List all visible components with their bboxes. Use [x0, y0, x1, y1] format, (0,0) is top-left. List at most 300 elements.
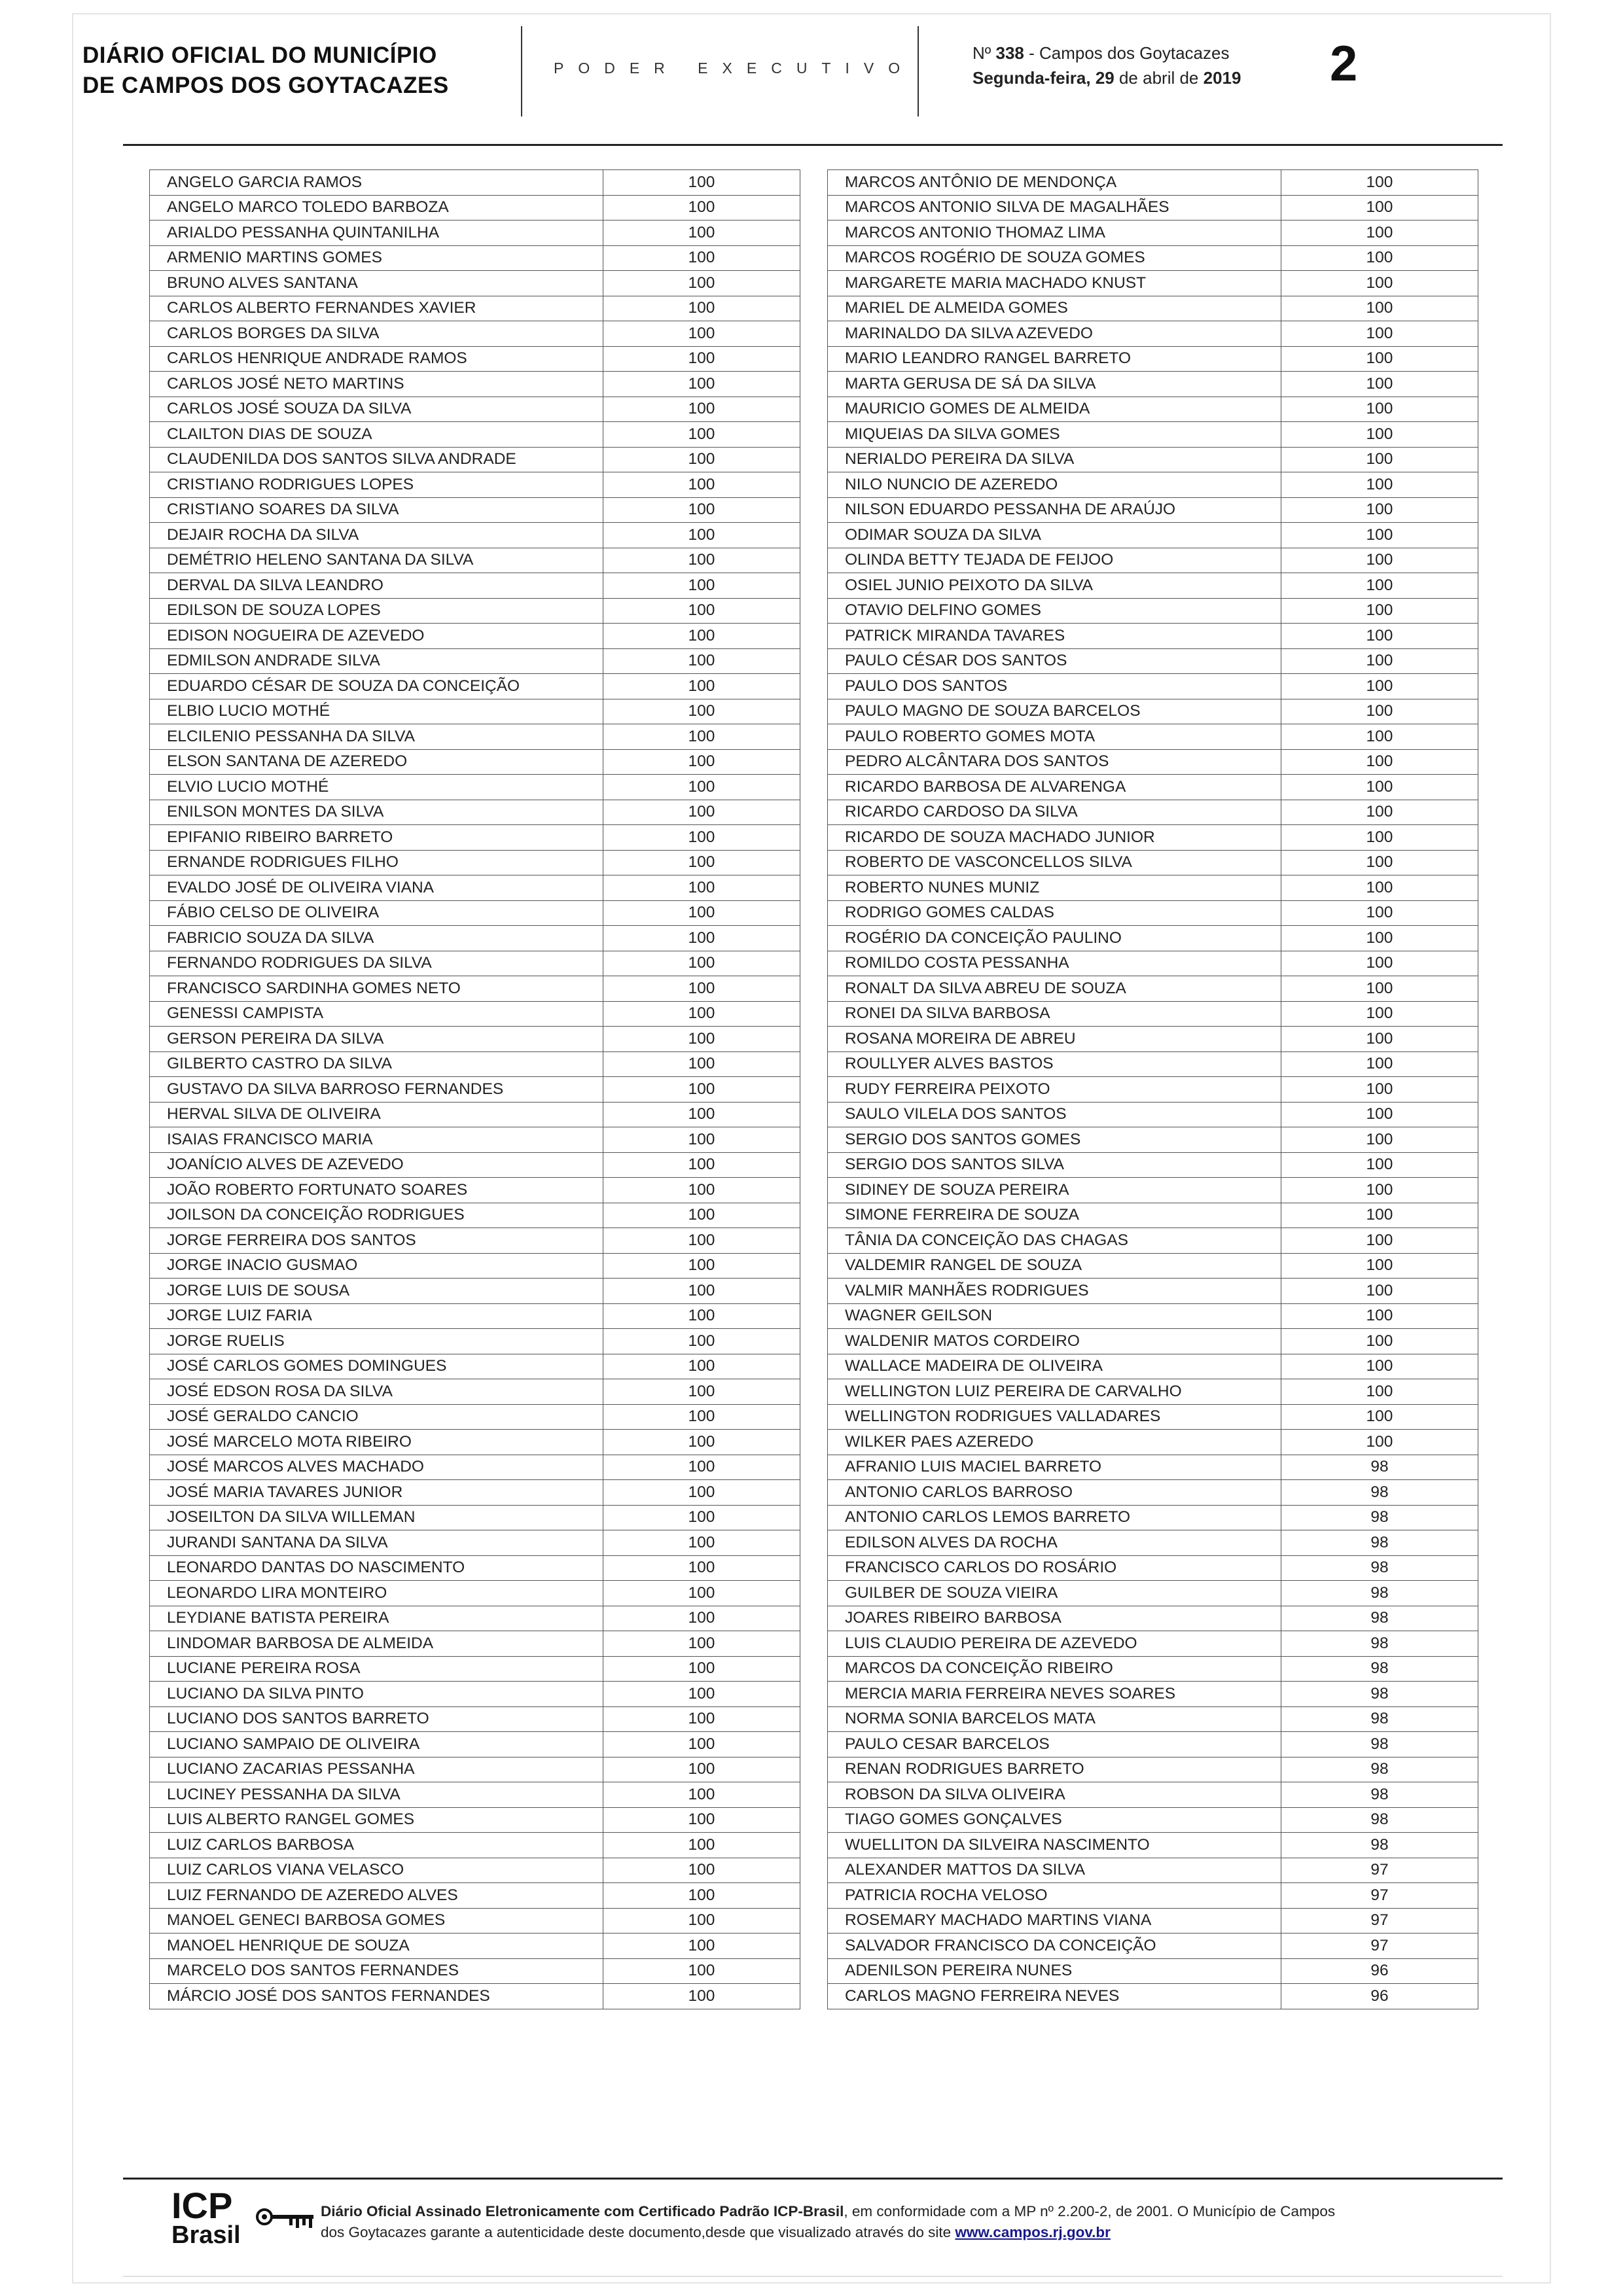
table-row	[828, 648, 1478, 674]
candidate-name: GERSON PEREIRA DA SILVA	[150, 1027, 603, 1052]
candidate-score: 100	[603, 422, 800, 448]
candidate-name: FÁBIO CELSO DE OLIVEIRA	[150, 900, 603, 926]
candidate-name: SERGIO DOS SANTOS GOMES	[828, 1127, 1281, 1153]
candidate-score: 100	[1281, 1303, 1478, 1329]
table-row	[828, 1430, 1478, 1455]
table-row	[828, 1379, 1478, 1405]
table-row	[150, 800, 800, 825]
table-row	[828, 1555, 1478, 1581]
table-row	[150, 1253, 800, 1279]
candidate-score: 100	[1281, 1077, 1478, 1103]
table-row	[828, 447, 1478, 472]
table-row	[150, 397, 800, 422]
candidate-score: 100	[1281, 1430, 1478, 1455]
candidate-name: MIQUEIAS DA SILVA GOMES	[828, 422, 1281, 448]
table-row	[828, 699, 1478, 724]
candidate-name: ANGELO GARCIA RAMOS	[150, 170, 603, 196]
candidate-score: 97	[1281, 1883, 1478, 1909]
candidate-score: 100	[1281, 1329, 1478, 1354]
candidate-score: 100	[603, 296, 800, 321]
table-row	[828, 1354, 1478, 1379]
candidate-name: NORMA SONIA BARCELOS MATA	[828, 1706, 1281, 1732]
candidate-score: 100	[1281, 875, 1478, 901]
candidate-name: RODRIGO GOMES CALDAS	[828, 900, 1281, 926]
candidate-name: JOARES RIBEIRO BARBOSA	[828, 1606, 1281, 1631]
newspaper-title	[82, 41, 449, 101]
candidate-score: 100	[1281, 1027, 1478, 1052]
candidate-score: 100	[603, 1329, 800, 1354]
candidate-score: 100	[1281, 1354, 1478, 1379]
candidate-score: 100	[603, 245, 800, 271]
candidate-name: CLAUDENILDA DOS SANTOS SILVA ANDRADE	[150, 447, 603, 472]
candidate-score: 100	[1281, 1228, 1478, 1254]
candidate-name: ODIMAR SOUZA DA SILVA	[828, 523, 1281, 548]
candidate-name: SAULO VILELA DOS SANTOS	[828, 1102, 1281, 1127]
candidate-score: 100	[603, 1908, 800, 1934]
candidate-name: VALDEMIR RANGEL DE SOUZA	[828, 1253, 1281, 1279]
candidate-name: ROMILDO COSTA PESSANHA	[828, 951, 1281, 976]
candidate-name: JURANDI SANTANA DA SILVA	[150, 1530, 603, 1556]
candidate-score: 100	[603, 523, 800, 548]
candidate-score: 97	[1281, 1908, 1478, 1934]
table-row	[828, 271, 1478, 296]
candidate-score: 100	[603, 1682, 800, 1707]
candidate-name: OLINDA BETTY TEJADA DE FEIJOO	[828, 548, 1281, 573]
candidate-name: MARIEL DE ALMEIDA GOMES	[828, 296, 1281, 321]
candidate-name: GENESSI CAMPISTA	[150, 1001, 603, 1027]
table-row	[150, 1984, 800, 2009]
table-row	[828, 245, 1478, 271]
candidate-score: 100	[1281, 472, 1478, 498]
candidate-name: ENILSON MONTES DA SILVA	[150, 800, 603, 825]
candidate-score: 100	[1281, 951, 1478, 976]
table-row	[150, 1077, 800, 1103]
table-row	[150, 875, 800, 901]
candidate-score: 100	[603, 1203, 800, 1228]
candidate-name: TÂNIA DA CONCEIÇÃO DAS CHAGAS	[828, 1228, 1281, 1254]
candidate-name: GUSTAVO DA SILVA BARROSO FERNANDES	[150, 1077, 603, 1103]
candidate-score: 100	[603, 1404, 800, 1430]
table-row	[828, 397, 1478, 422]
candidate-score: 96	[1281, 1958, 1478, 1984]
candidate-score: 100	[1281, 221, 1478, 246]
table-row	[150, 1958, 800, 1984]
candidate-name: MANOEL GENECI BARBOSA GOMES	[150, 1908, 603, 1934]
candidate-name: RENAN RODRIGUES BARRETO	[828, 1757, 1281, 1782]
candidate-score: 100	[603, 1379, 800, 1405]
candidate-name: JOSÉ CARLOS GOMES DOMINGUES	[150, 1354, 603, 1379]
candidate-score: 100	[1281, 699, 1478, 724]
candidate-name: ROULLYER ALVES BASTOS	[828, 1051, 1281, 1077]
table-row	[828, 1934, 1478, 1959]
candidate-name: RONALT DA SILVA ABREU DE SOUZA	[828, 976, 1281, 1002]
candidate-score: 100	[603, 1102, 800, 1127]
candidate-name: WALDENIR MATOS CORDEIRO	[828, 1329, 1281, 1354]
candidate-name: PAULO DOS SANTOS	[828, 674, 1281, 699]
candidate-name: MARCOS DA CONCEIÇÃO RIBEIRO	[828, 1656, 1281, 1682]
candidate-name: ELCILENIO PESSANHA DA SILVA	[150, 724, 603, 750]
table-row	[150, 1934, 800, 1959]
table-row	[828, 1631, 1478, 1657]
table-row	[150, 1027, 800, 1052]
candidate-name: PATRICIA ROCHA VELOSO	[828, 1883, 1281, 1909]
table-row	[150, 1430, 800, 1455]
candidate-score: 100	[603, 900, 800, 926]
table-row	[150, 321, 800, 347]
candidate-name: FERNANDO RODRIGUES DA SILVA	[150, 951, 603, 976]
table-row	[150, 1706, 800, 1732]
table-row	[150, 674, 800, 699]
candidate-score: 100	[603, 976, 800, 1002]
candidate-score: 100	[603, 1958, 800, 1984]
table-row	[828, 1606, 1478, 1631]
candidate-name: MARTA GERUSA DE SÁ DA SILVA	[828, 372, 1281, 397]
candidate-score: 100	[603, 1354, 800, 1379]
candidate-score: 100	[1281, 1051, 1478, 1077]
scores-table-left	[149, 169, 800, 2009]
candidate-name: MARCOS ANTONIO SILVA DE MAGALHÃES	[828, 195, 1281, 221]
table-row	[150, 221, 800, 246]
candidate-score: 98	[1281, 1682, 1478, 1707]
table-row	[828, 1329, 1478, 1354]
candidate-name: PATRICK MIRANDA TAVARES	[828, 624, 1281, 649]
candidate-score: 100	[603, 1027, 800, 1052]
candidate-name: SIMONE FERREIRA DE SOUZA	[828, 1203, 1281, 1228]
footer-certification-text: Diário Oficial Assinado Eletronicamente com Certificado Padrão ICP-Brasil, em conformidade com a MP nº 2.200-2, de 2001. O Município de Campos dos Goytacazes garante a autenticidade deste documento,desde que visualizado através do site www.campos.rj.gov.br	[321, 2203, 1336, 2240]
table-row	[150, 548, 800, 573]
candidate-score: 98	[1281, 1606, 1478, 1631]
candidate-score: 100	[603, 497, 800, 523]
table-row	[828, 749, 1478, 775]
scores-table-right	[827, 169, 1478, 2009]
candidate-name: ELBIO LUCIO MOTHÉ	[150, 699, 603, 724]
candidate-name: DERVAL DA SILVA LEANDRO	[150, 573, 603, 599]
candidate-score: 100	[603, 1807, 800, 1833]
candidate-score: 100	[1281, 1203, 1478, 1228]
candidate-score: 100	[1281, 800, 1478, 825]
candidate-name: EDILSON DE SOUZA LOPES	[150, 598, 603, 624]
candidate-name: JOSÉ MARCELO MOTA RIBEIRO	[150, 1430, 603, 1455]
candidate-score: 100	[603, 624, 800, 649]
table-row	[150, 900, 800, 926]
table-row	[828, 1051, 1478, 1077]
candidate-score: 100	[1281, 1279, 1478, 1304]
table-row	[828, 1303, 1478, 1329]
candidate-name: MARINALDO DA SILVA AZEVEDO	[828, 321, 1281, 347]
candidate-score: 100	[603, 1430, 800, 1455]
campos-website-link[interactable]: www.campos.rj.gov.br	[955, 2224, 1111, 2240]
table-row	[150, 1354, 800, 1379]
footer-rule	[123, 2178, 1503, 2180]
candidate-name: OSIEL JUNIO PEIXOTO DA SILVA	[828, 573, 1281, 599]
table-row	[150, 1279, 800, 1304]
candidate-score: 98	[1281, 1480, 1478, 1506]
candidate-score: 100	[1281, 926, 1478, 951]
table-row	[150, 195, 800, 221]
table-row	[150, 573, 800, 599]
table-row	[828, 1984, 1478, 2009]
table-row	[828, 1480, 1478, 1506]
candidate-name: SERGIO DOS SANTOS SILVA	[828, 1152, 1281, 1178]
table-row	[828, 472, 1478, 498]
candidate-score: 98	[1281, 1581, 1478, 1606]
candidate-name: ISAIAS FRANCISCO MARIA	[150, 1127, 603, 1153]
candidate-score: 100	[1281, 1253, 1478, 1279]
table-row	[828, 346, 1478, 372]
page-bottom-rule	[123, 2276, 1503, 2277]
table-row	[150, 346, 800, 372]
candidate-name: CARLOS BORGES DA SILVA	[150, 321, 603, 347]
candidate-name: CARLOS MAGNO FERREIRA NEVES	[828, 1984, 1281, 2009]
candidate-score: 100	[1281, 775, 1478, 800]
table-row	[828, 1883, 1478, 1909]
table-row	[150, 699, 800, 724]
candidate-name: PAULO CESAR BARCELOS	[828, 1732, 1281, 1757]
candidate-score: 100	[603, 724, 800, 750]
table-row	[150, 1051, 800, 1077]
table-row	[150, 1807, 800, 1833]
table-row	[150, 1505, 800, 1530]
candidate-name: ROSANA MOREIRA DE ABREU	[828, 1027, 1281, 1052]
table-row	[150, 447, 800, 472]
table-row	[150, 951, 800, 976]
candidate-name: ERNANDE RODRIGUES FILHO	[150, 850, 603, 875]
candidate-score: 100	[603, 1228, 800, 1254]
candidate-name: ALEXANDER MATTOS DA SILVA	[828, 1858, 1281, 1883]
page-number: 2	[1330, 36, 1358, 92]
table-row	[150, 1404, 800, 1430]
candidate-score: 100	[1281, 850, 1478, 875]
candidate-name: ARMENIO MARTINS GOMES	[150, 245, 603, 271]
candidate-score: 100	[1281, 1152, 1478, 1178]
candidate-score: 98	[1281, 1732, 1478, 1757]
candidate-score: 100	[1281, 346, 1478, 372]
table-row	[150, 170, 800, 196]
candidate-score: 100	[1281, 825, 1478, 851]
table-row	[828, 170, 1478, 196]
candidate-name: PAULO CÉSAR DOS SANTOS	[828, 648, 1281, 674]
table-row	[828, 1001, 1478, 1027]
candidate-name: ANTONIO CARLOS LEMOS BARRETO	[828, 1505, 1281, 1530]
table-row	[150, 775, 800, 800]
candidate-name: LUCIANE PEREIRA ROSA	[150, 1656, 603, 1682]
candidate-score: 100	[1281, 1127, 1478, 1153]
table-row	[828, 1505, 1478, 1530]
candidate-name: ARIALDO PESSANHA QUINTANILHA	[150, 221, 603, 246]
candidate-score: 98	[1281, 1807, 1478, 1833]
candidate-score: 100	[1281, 372, 1478, 397]
candidate-score: 100	[603, 548, 800, 573]
candidate-name: LUCIANO ZACARIAS PESSANHA	[150, 1757, 603, 1782]
candidate-name: PEDRO ALCÂNTARA DOS SANTOS	[828, 749, 1281, 775]
candidate-score: 100	[1281, 1102, 1478, 1127]
table-row	[828, 1253, 1478, 1279]
table-row	[828, 1581, 1478, 1606]
candidate-name: RICARDO CARDOSO DA SILVA	[828, 800, 1281, 825]
icp-brasil-logo: ICP Brasil	[171, 2185, 241, 2249]
candidate-name: OTAVIO DELFINO GOMES	[828, 598, 1281, 624]
candidate-name: JOANÍCIO ALVES DE AZEVEDO	[150, 1152, 603, 1178]
candidate-name: JOILSON DA CONCEIÇÃO RODRIGUES	[150, 1203, 603, 1228]
candidate-score: 100	[1281, 170, 1478, 196]
table-row	[828, 875, 1478, 901]
table-row	[150, 825, 800, 851]
table-row	[828, 548, 1478, 573]
key-icon	[255, 2204, 318, 2236]
candidate-name: GUILBER DE SOUZA VIEIRA	[828, 1581, 1281, 1606]
candidate-score: 100	[1281, 321, 1478, 347]
candidate-name: JORGE LUIZ FARIA	[150, 1303, 603, 1329]
candidate-score: 100	[603, 397, 800, 422]
candidate-score: 100	[603, 775, 800, 800]
table-row	[828, 825, 1478, 851]
table-row	[150, 1732, 800, 1757]
candidate-score: 100	[603, 1505, 800, 1530]
candidate-name: MARCOS ROGÉRIO DE SOUZA GOMES	[828, 245, 1281, 271]
table-row	[150, 749, 800, 775]
candidate-name: BRUNO ALVES SANTANA	[150, 271, 603, 296]
candidate-name: FRANCISCO CARLOS DO ROSÁRIO	[828, 1555, 1281, 1581]
candidate-score: 98	[1281, 1505, 1478, 1530]
candidate-score: 100	[603, 372, 800, 397]
candidate-name: ROGÉRIO DA CONCEIÇÃO PAULINO	[828, 926, 1281, 951]
table-row	[150, 1631, 800, 1657]
table-row	[828, 1178, 1478, 1203]
table-row	[150, 497, 800, 523]
candidate-score: 98	[1281, 1782, 1478, 1808]
candidate-score: 100	[1281, 900, 1478, 926]
candidate-name: RUDY FERREIRA PEIXOTO	[828, 1077, 1281, 1103]
candidate-name: LEONARDO DANTAS DO NASCIMENTO	[150, 1555, 603, 1581]
candidate-name: JORGE LUIS DE SOUSA	[150, 1279, 603, 1304]
candidate-name: FABRICIO SOUZA DA SILVA	[150, 926, 603, 951]
table-row	[150, 1757, 800, 1782]
candidate-score: 100	[603, 221, 800, 246]
table-row	[150, 1555, 800, 1581]
title-line-2: DE CAMPOS DOS GOYTACAZES	[82, 73, 449, 98]
candidate-score: 100	[603, 472, 800, 498]
candidate-name: ADENILSON PEREIRA NUNES	[828, 1958, 1281, 1984]
candidate-name: JORGE FERREIRA DOS SANTOS	[150, 1228, 603, 1254]
candidate-score: 100	[1281, 749, 1478, 775]
table-row	[150, 976, 800, 1002]
candidate-score: 100	[603, 699, 800, 724]
candidate-score: 100	[1281, 573, 1478, 599]
table-row	[828, 1958, 1478, 1984]
candidate-score: 100	[603, 1782, 800, 1808]
candidate-score: 100	[603, 1127, 800, 1153]
candidate-score: 100	[1281, 648, 1478, 674]
candidate-name: ELVIO LUCIO MOTHÉ	[150, 775, 603, 800]
candidate-name: ROBSON DA SILVA OLIVEIRA	[828, 1782, 1281, 1808]
table-row	[828, 1152, 1478, 1178]
header-divider-right	[918, 26, 919, 116]
table-row	[828, 900, 1478, 926]
table-row	[828, 523, 1478, 548]
table-row	[150, 1303, 800, 1329]
candidate-name: SALVADOR FRANCISCO DA CONCEIÇÃO	[828, 1934, 1281, 1959]
candidate-name: DEJAIR ROCHA DA SILVA	[150, 523, 603, 548]
candidate-name: ANTONIO CARLOS BARROSO	[828, 1480, 1281, 1506]
table-row	[150, 1228, 800, 1254]
candidate-name: ELSON SANTANA DE AZEREDO	[150, 749, 603, 775]
table-row	[828, 372, 1478, 397]
candidate-name: MARIO LEANDRO RANGEL BARRETO	[828, 346, 1281, 372]
candidate-name: EPIFANIO RIBEIRO BARRETO	[150, 825, 603, 851]
candidate-name: SIDINEY DE SOUZA PEREIRA	[828, 1178, 1281, 1203]
table-row	[828, 573, 1478, 599]
candidate-score: 100	[603, 1303, 800, 1329]
candidate-score: 100	[603, 1656, 800, 1682]
table-row	[828, 1782, 1478, 1808]
table-row	[828, 1732, 1478, 1757]
candidate-name: LEYDIANE BATISTA PEREIRA	[150, 1606, 603, 1631]
table-row	[828, 1833, 1478, 1858]
candidate-name: PAULO ROBERTO GOMES MOTA	[828, 724, 1281, 750]
table-row	[150, 1379, 800, 1405]
candidate-score: 100	[603, 875, 800, 901]
candidate-name: JOSÉ EDSON ROSA DA SILVA	[150, 1379, 603, 1405]
candidate-score: 100	[603, 1555, 800, 1581]
table-row	[150, 296, 800, 321]
candidate-name: JOSEILTON DA SILVA WILLEMAN	[150, 1505, 603, 1530]
table-row	[150, 1606, 800, 1631]
candidate-score: 100	[1281, 976, 1478, 1002]
candidate-name: HERVAL SILVA DE OLIVEIRA	[150, 1102, 603, 1127]
candidate-score: 100	[603, 1934, 800, 1959]
table-row	[828, 321, 1478, 347]
table-row	[150, 422, 800, 448]
table-row	[150, 1178, 800, 1203]
candidate-score: 100	[603, 1706, 800, 1732]
candidate-name: CRISTIANO RODRIGUES LOPES	[150, 472, 603, 498]
table-row	[150, 1656, 800, 1682]
candidate-name: JOSÉ MARIA TAVARES JUNIOR	[150, 1480, 603, 1506]
candidate-name: MARGARETE MARIA MACHADO KNUST	[828, 271, 1281, 296]
candidate-name: RICARDO DE SOUZA MACHADO JUNIOR	[828, 825, 1281, 851]
candidate-score: 100	[603, 346, 800, 372]
table-row	[150, 1152, 800, 1178]
candidate-score: 100	[603, 195, 800, 221]
candidate-name: EDILSON ALVES DA ROCHA	[828, 1530, 1281, 1556]
candidate-name: LINDOMAR BARBOSA DE ALMEIDA	[150, 1631, 603, 1657]
edition-info: Nº 338 - Campos dos Goytacazes Segunda-feira, 29 de abril de 2019	[972, 43, 1241, 88]
table-row	[150, 1127, 800, 1153]
table-row	[828, 1656, 1478, 1682]
table-row	[828, 296, 1478, 321]
candidate-name: FRANCISCO SARDINHA GOMES NETO	[150, 976, 603, 1002]
candidate-score: 100	[603, 1984, 800, 2009]
candidate-name: JOSÉ MARCOS ALVES MACHADO	[150, 1455, 603, 1480]
candidate-score: 100	[1281, 1379, 1478, 1405]
candidate-name: LUIZ CARLOS BARBOSA	[150, 1833, 603, 1858]
candidate-name: JOÃO ROBERTO FORTUNATO SOARES	[150, 1178, 603, 1203]
candidate-name: LUIS CLAUDIO PEREIRA DE AZEVEDO	[828, 1631, 1281, 1657]
candidate-name: LUIS ALBERTO RANGEL GOMES	[150, 1807, 603, 1833]
table-row	[828, 422, 1478, 448]
table-row	[828, 951, 1478, 976]
table-row	[150, 1480, 800, 1506]
candidate-score: 100	[603, 271, 800, 296]
candidate-name: EDUARDO CÉSAR DE SOUZA DA CONCEIÇÃO	[150, 674, 603, 699]
candidate-score: 100	[603, 1530, 800, 1556]
candidate-name: CARLOS JOSÉ SOUZA DA SILVA	[150, 397, 603, 422]
table-row	[828, 1706, 1478, 1732]
table-row	[828, 1858, 1478, 1883]
candidate-name: GILBERTO CASTRO DA SILVA	[150, 1051, 603, 1077]
edition-number: 338	[995, 43, 1024, 63]
candidate-score: 100	[1281, 271, 1478, 296]
